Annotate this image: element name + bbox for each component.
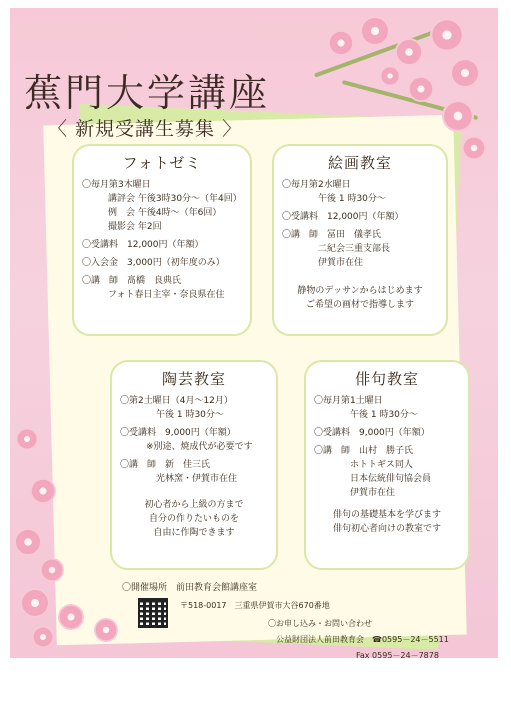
card-title: 俳句教室 — [354, 370, 419, 388]
card-photo-seminar — [72, 144, 252, 336]
schedule-line: 講評会 午後3時30分～（年4回） — [108, 194, 242, 204]
card-haiku-class — [304, 360, 470, 570]
class-description: 自分の作りたいものを — [148, 514, 239, 524]
venue-text: 〇開催場所 前田教育会館講座室 — [122, 583, 258, 593]
schedule-line: 〇第2土曜日（4月～12月） — [120, 396, 233, 406]
schedule-line: 午後 1 時30分～ — [156, 410, 224, 420]
cherry-blossom-icon — [16, 428, 38, 450]
instructor-detail: 日本伝統俳句協会員 — [350, 474, 432, 484]
cherry-blossom-icon — [450, 58, 480, 88]
card-title: 陶芸教室 — [161, 370, 226, 388]
schedule-line: 〇毎月第3木曜日 — [82, 180, 151, 190]
card-title: フォトゼミ — [122, 154, 202, 172]
instructor-detail: 伊賀市在住 — [318, 258, 364, 268]
schedule-line: 午後 1 時30分～ — [350, 410, 418, 420]
instructor-detail: 二紀会三重支部長 — [318, 244, 391, 254]
schedule-line: 例 会 午後4時～（年6回） — [108, 208, 222, 218]
cherry-blossom-icon — [32, 626, 54, 648]
cherry-blossom-icon — [14, 528, 42, 556]
card-pottery-class — [110, 360, 278, 570]
cherry-blossom-icon — [94, 618, 118, 642]
cherry-blossom-icon — [380, 66, 400, 86]
cherry-blossom-icon — [430, 18, 464, 52]
instructor-line: 〇講 師 新 佳三氏 — [120, 460, 211, 470]
cherry-blossom-icon — [20, 588, 50, 618]
instructor-line: 〇講 師 山村 勝子氏 — [314, 446, 414, 456]
cherry-blossom-icon — [58, 604, 84, 630]
instructor-detail: 光林窯・伊賀市在住 — [156, 474, 238, 484]
instructor-detail: フォト春日主宰・奈良県在住 — [108, 290, 225, 300]
fax-number: Fax 0595－24－7878 — [356, 651, 439, 658]
fee-line: 〇受講料 9,000円（年額） — [120, 428, 236, 438]
schedule-line: 午後 1 時30分～ — [318, 194, 386, 204]
instructor-detail: ホトトギス同人 — [350, 460, 413, 470]
qr-code-icon — [138, 598, 168, 628]
inquiry-text: 〇お申し込み・お問い合わせ — [268, 619, 372, 628]
instructor-line: 〇講 師 冨田 儀孝氏 — [282, 230, 382, 240]
instructor-detail: 伊賀市在住 — [350, 488, 396, 498]
organization-phone: 公益財団法人前田教育会 ☎0595－24－5511 — [276, 635, 449, 644]
class-description: 俳句初心者向けの教室です — [332, 524, 441, 534]
fee-line: 〇受講料 9,000円（年額） — [314, 428, 430, 438]
schedule-line: 撮影会 年2回 — [108, 222, 162, 232]
cherry-blossom-icon — [442, 100, 474, 132]
class-description: 初心者から上級の方まで — [144, 500, 244, 510]
page-title: 蕉門大学講座 — [24, 71, 271, 115]
fee-line: 〇受講料 12,000円（年額） — [82, 240, 204, 250]
cherry-blossom-icon — [462, 136, 486, 160]
class-description: 自由に作陶できます — [153, 528, 235, 538]
cherry-blossom-icon — [360, 16, 390, 46]
instructor-line: 〇講 師 髙橋 良典氏 — [82, 276, 182, 286]
class-description: 俳句の基礎基本を学びます — [332, 510, 441, 520]
class-description: ご希望の画材で指導します — [305, 300, 414, 310]
admission-fee-line: 〇入会金 3,000円（初年度のみ） — [82, 258, 225, 268]
cherry-blossom-icon — [408, 76, 434, 102]
card-title: 絵画教室 — [327, 154, 392, 172]
fee-note: ※別途、焼成代が必要です — [146, 442, 253, 452]
page-subtitle: 〈 新規受講生募集 〉 — [48, 118, 243, 140]
cherry-blossom-icon — [40, 558, 64, 582]
flyer — [10, 8, 498, 658]
fee-line: 〇受講料 12,000円（年額） — [282, 212, 404, 222]
address-text: 〒518-0017 三重県伊賀市大谷670番地 — [180, 601, 330, 610]
cherry-blossom-icon — [328, 30, 354, 56]
cherry-blossom-icon — [30, 478, 56, 504]
schedule-line: 〇毎月第2水曜日 — [282, 180, 351, 190]
schedule-line: 〇毎月第1土曜日 — [314, 396, 383, 406]
cherry-blossom-icon — [395, 38, 423, 66]
class-description: 静物のデッサンからはじめます — [297, 286, 423, 296]
card-painting-class — [272, 144, 448, 336]
